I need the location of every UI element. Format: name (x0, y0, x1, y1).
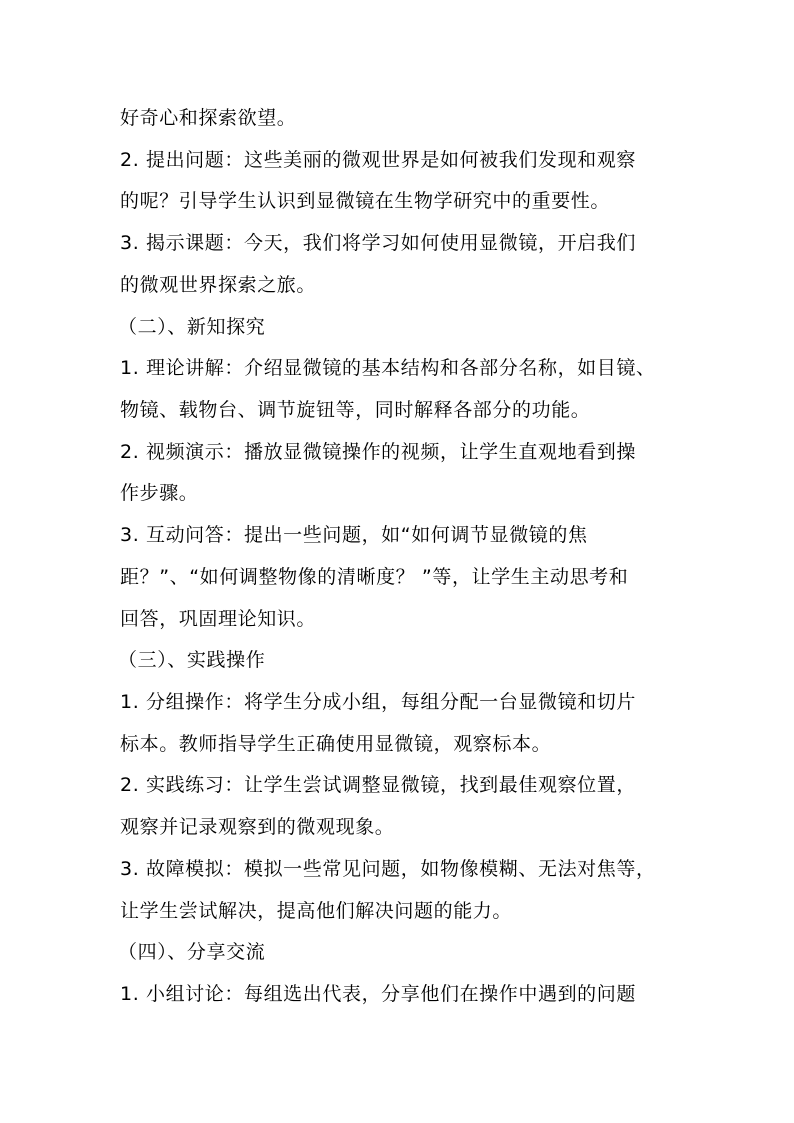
paragraph-line: 1. 小组讨论：每组选出代表，分享他们在操作中遇到的问题 (120, 983, 636, 1005)
paragraph-line: 2. 实践练习：让学生尝试调整显微镜，找到最佳观察位置， (120, 774, 636, 796)
paragraph-line: 作步骤。 (120, 482, 199, 504)
paragraph-line: 3. 故障模拟：模拟一些常见问题，如物像模糊、无法对焦等， (120, 858, 656, 880)
paragraph-line: 的微观世界探索之旅。 (120, 274, 317, 296)
paragraph-line: 3. 互动问答：提出一些问题，如“如何调节显微镜的焦 (120, 524, 588, 546)
paragraph-line: 的呢？引导学生认识到显微镜在生物学研究中的重要性。 (120, 190, 611, 212)
section-heading: （二）、新知探究 (118, 316, 266, 338)
paragraph-line: 观察并记录观察到的微观现象。 (120, 816, 395, 838)
paragraph-line: 标本。教师指导学生正确使用显微镜，观察标本。 (120, 733, 552, 755)
paragraph-line: 2. 视频演示：播放显微镜操作的视频，让学生直观地看到操 (120, 441, 636, 463)
paragraph-line: 1. 分组操作：将学生分成小组，每组分配一台显微镜和切片 (120, 691, 636, 713)
paragraph-line: 回答，巩固理论知识。 (120, 608, 317, 630)
paragraph-line: 好奇心和探索欲望。 (120, 107, 297, 129)
paragraph-line: 3. 揭示课题：今天，我们将学习如何使用显微镜，开启我们 (120, 232, 636, 254)
section-heading: （四）、分享交流 (118, 941, 266, 963)
paragraph-line: 物镜、载物台、调节旋钮等，同时解释各部分的功能。 (120, 399, 591, 421)
section-heading: （三）、实践操作 (118, 649, 266, 671)
paragraph-line: 距？”、“如何调整物像的清晰度？ ”等，让学生主动思考和 (120, 566, 629, 588)
paragraph-line: 让学生尝试解决，提高他们解决问题的能力。 (120, 900, 513, 922)
paragraph-line: 1. 理论讲解：介绍显微镜的基本结构和各部分名称，如目镜、 (120, 357, 656, 379)
paragraph-line: 2. 提出问题：这些美丽的微观世界是如何被我们发现和观察 (120, 149, 636, 171)
